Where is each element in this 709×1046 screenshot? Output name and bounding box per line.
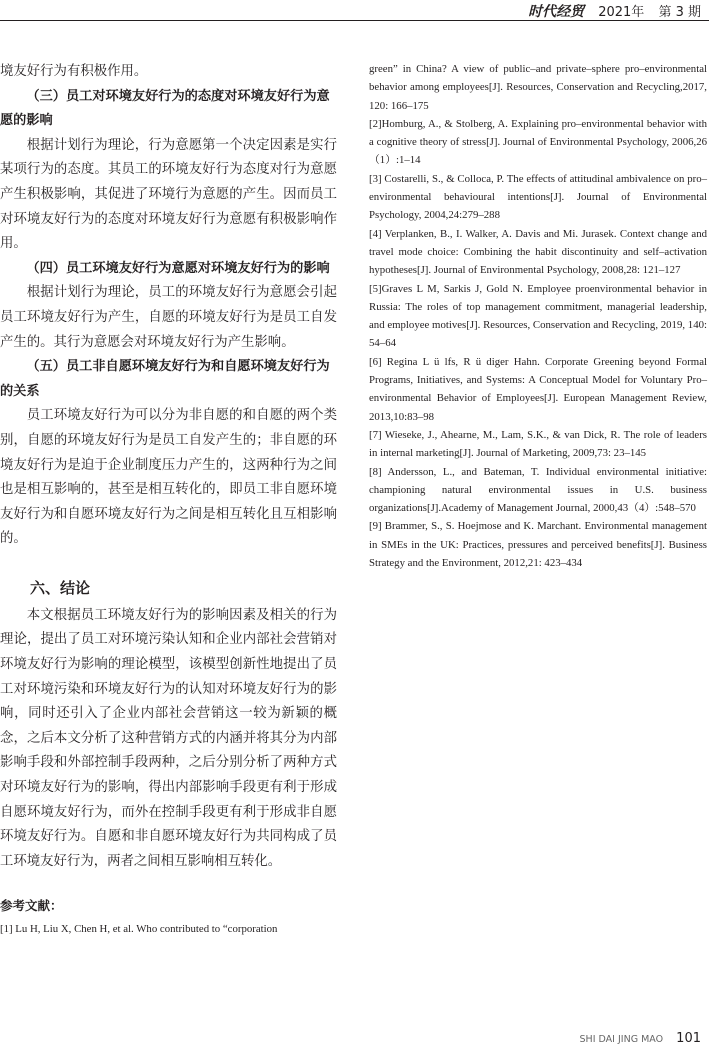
subheading-4: （四）员工环境友好行为意愿对环境友好行为的影响: [26, 260, 330, 276]
running-header: [0, 0, 709, 22]
reference-9: [9] Brammer, S., S. Hoejmose and K. Marchant. Environmental management in SMEs in the UK: Practices, pressures and perceived benefits[J]. Business Strategy and the Environment, 2012,21: 423–434: [369, 520, 707, 570]
header-right: [528, 1, 701, 21]
journal-logo: 时代经贸: [528, 4, 585, 20]
paragraph-5: 员工环境友好行为可以分为非自愿的和自愿的两个类别，自愿的环境友好行为是员工自发产生的；非自愿的环境友好行为是迫于企业制度压力产生的，这两种行为之间也是相互影响的，甚至是相互转化的，即员工非自愿环境友好行为和自愿环境友好行为之间是相互转化且互相影响的。: [0, 408, 337, 547]
running-footer: [580, 1027, 701, 1046]
header-rule: [0, 20, 709, 21]
reference-5: [5]Graves L M, Sarkis J, Gold N. Employee proenvironmental behavior in Russia: The roles of top management commitment, managerial leadership, and employee motives[J]. Resources, Conservation and Recycling, 2019, 140: 54–64: [369, 282, 707, 350]
left-column: [0, 60, 337, 939]
subheading-5: （五）员工非自愿环境友好行为和自愿环境友好行为的关系: [0, 359, 330, 399]
right-column: [369, 60, 707, 572]
reference-2: [2]Homburg, A., & Stolberg, A. Explaining pro–environmental behavior with a cognitive theory of stress[J]. Journal of Environmental Psychology, 2006,26（1）:1–14: [369, 117, 707, 167]
header-year: 2021年: [598, 5, 645, 20]
reference-8: [8] Andersson, L., and Bateman, T. Individual environmental initiative: championing natural environmental issues in U.S. business organizations[J].Academy of Management Journal, 2000,43（4）:548–570: [369, 465, 707, 515]
intro-paragraph-tail: 境友好行为有积极作用。: [0, 64, 148, 79]
reference-1-continued: green” in China? A view of public–and private–sphere pro–environmental behavior among employees[J]. Resources, Conservation and Recycling,2017, 120: 166–175: [369, 63, 707, 112]
page-number: 101: [676, 1031, 701, 1046]
paragraph-4: 根据计划行为理论，员工的环境友好行为意愿会引起员工环境友好行为产生，自愿的环境友好行为是员工自发产生的。其行为意愿会对环境友好行为产生影响。: [0, 285, 337, 350]
header-issue: 第 3 期: [658, 5, 701, 20]
reference-6: [6] Regina L ü lfs, R ü diger Hahn. Corporate Greening beyond Formal Programs, Initiatives, and Systems: A Conceptual Model for Voluntary Pro–environmental Behavior of Employees[J]. European Management Review, 2013,10:83–98: [369, 355, 707, 423]
conclusion-paragraph: 本文根据员工环境友好行为的影响因素及相关的行为理论，提出了员工对环境污染认知和企业内部社会营销对环境友好行为影响的理论模型，该模型创新性地提出了员工对环境污染和环境友好行为的认知对环境友好行为的影响，同时还引入了企业内部社会营销这一较为新颖的概念，之后本文分析了这种营销方式的内涵并将其分为内部影响手段和外部控制手段两种，之后分别分析了两种方式对环境友好行为的影响，得出内部影响手段更有利于形成自愿环境友好行为，而外在控制手段更有利于形成非自愿环境友好行为。自愿和非自愿环境友好行为共同构成了员工环境友好行为，两者之间相互影响相互转化。: [0, 607, 337, 869]
footer-journal-name: SHI DAI JING MAO: [579, 1034, 664, 1045]
reference-7: [7] Wieseke, J., Ahearne, M., Lam, S.K., & van Dick, R. The role of leaders in internal marketing[J]. Journal of Marketing, 2009,73: 23–145: [369, 428, 707, 460]
reference-1: [1] Lu H, Liu X, Chen H, et al. Who contributed to “corporation: [0, 923, 278, 936]
references-heading: 参考文献：: [0, 898, 63, 914]
subheading-3: （三）员工对环境友好行为的态度对环境友好行为意愿的影响: [0, 88, 330, 129]
section-heading-conclusion: 六、结论: [30, 578, 91, 597]
paragraph-3: 根据计划行为理论，行为意愿第一个决定因素是实行某项行为的态度。其员工的环境友好行为态度对行为意愿产生积极影响，其促进了环境行为意愿的产生。因而员工对环境友好行为的态度对环境友好行为意愿有积极影响作用。: [0, 137, 337, 252]
reference-3: [3] Costarelli, S., & Colloca, P. The effects of attitudinal ambivalence on pro–environmental behavioural intentions[J]. Journal of Environmental Psychology, 2004,24:279–288: [369, 172, 707, 222]
reference-4: [4] Verplanken, B., I. Walker, A. Davis and Mi. Jurasek. Context change and travel mode choice: Combining the habit discontinuity and self–activation hypotheses[J]. Journal of Environmental Psychology, 2008,28: 121–127: [369, 227, 707, 277]
